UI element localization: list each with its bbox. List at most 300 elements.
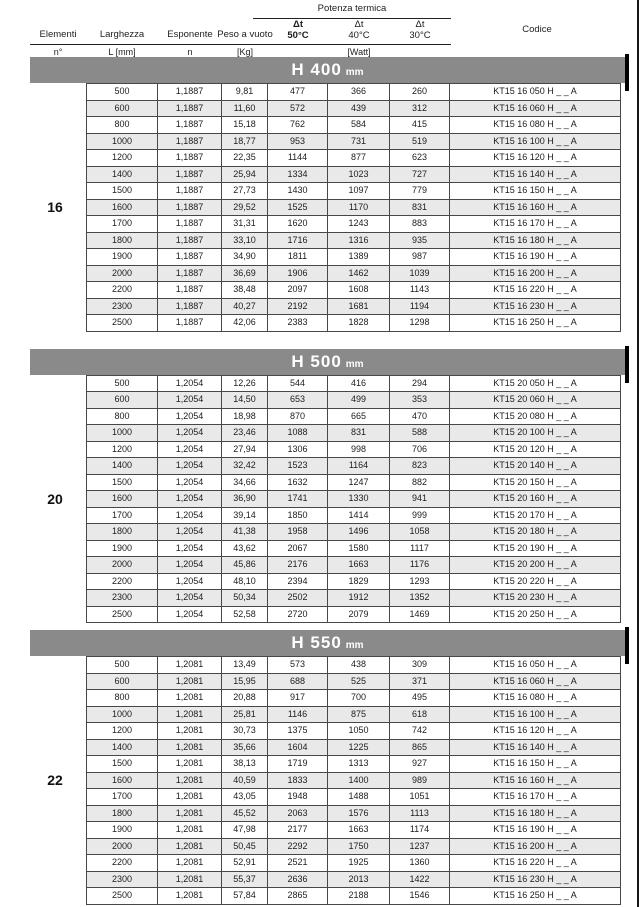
height-section: [0, 630, 642, 905]
cell-codice: KT15 20 160 H _ _ A: [450, 491, 621, 507]
cell-watt-dt30: 415: [390, 117, 450, 133]
cell-larghezza: 2500: [86, 315, 158, 331]
table-body: [86, 375, 621, 624]
cell-larghezza: 1400: [86, 167, 158, 183]
cell-peso: 43,05: [222, 789, 268, 805]
table-row: [86, 475, 621, 492]
cell-watt-dt50: 870: [268, 409, 328, 425]
cell-peso: 9,81: [222, 84, 268, 100]
table-row: [86, 590, 621, 607]
cell-esponente: 1,2081: [158, 707, 222, 723]
cell-watt-dt40: 1313: [328, 756, 390, 772]
cell-watt-dt40: 1576: [328, 806, 390, 822]
cell-watt-dt50: 2383: [268, 315, 328, 331]
table-row: [86, 574, 621, 591]
cell-peso: 57,84: [222, 888, 268, 904]
cell-larghezza: 1800: [86, 233, 158, 249]
cell-esponente: 1,2081: [158, 839, 222, 855]
cell-peso: 50,34: [222, 590, 268, 606]
table-row: [86, 117, 621, 134]
table-row: [86, 84, 621, 101]
cell-larghezza: 2000: [86, 839, 158, 855]
elements-count: 20: [47, 490, 63, 507]
cell-watt-dt50: 573: [268, 657, 328, 673]
cell-watt-dt40: 1608: [328, 282, 390, 298]
cell-esponente: 1,1887: [158, 233, 222, 249]
header-underline: [30, 44, 451, 45]
cell-codice: KT15 20 180 H _ _ A: [450, 524, 621, 540]
cell-peso: 36,69: [222, 266, 268, 282]
col-unit-l-mm: L [mm]: [108, 47, 136, 57]
cell-watt-dt30: 1113: [390, 806, 450, 822]
section-title-unit: mm: [345, 358, 364, 370]
cell-watt-dt30: 1469: [390, 607, 450, 623]
cell-codice: KT15 20 150 H _ _ A: [450, 475, 621, 491]
cell-larghezza: 2200: [86, 855, 158, 871]
cell-esponente: 1,2081: [158, 773, 222, 789]
cell-larghezza: 1500: [86, 475, 158, 491]
cell-peso: 45,52: [222, 806, 268, 822]
delta-t-symbol: Δt: [354, 19, 364, 30]
cell-larghezza: 600: [86, 674, 158, 690]
cell-esponente: 1,2054: [158, 574, 222, 590]
table-row: [86, 508, 621, 525]
cell-watt-dt30: 309: [390, 657, 450, 673]
cell-codice: KT15 16 190 H _ _ A: [450, 249, 621, 265]
cell-watt-dt30: 882: [390, 475, 450, 491]
cell-watt-dt50: 1144: [268, 150, 328, 166]
delta-t-symbol: Δt: [415, 19, 425, 30]
table-row: [86, 200, 621, 217]
cell-watt-dt30: 927: [390, 756, 450, 772]
cell-watt-dt30: 519: [390, 134, 450, 150]
cell-watt-dt50: 917: [268, 690, 328, 706]
cell-larghezza: 1600: [86, 200, 158, 216]
cell-watt-dt40: 1400: [328, 773, 390, 789]
cell-watt-dt30: 1352: [390, 590, 450, 606]
section-title: H 500: [291, 351, 342, 371]
cell-larghezza: 2300: [86, 872, 158, 888]
cell-peso: 36,90: [222, 491, 268, 507]
cell-watt-dt50: 1620: [268, 216, 328, 232]
cell-watt-dt30: 823: [390, 458, 450, 474]
cell-codice: KT15 20 220 H _ _ A: [450, 574, 621, 590]
page-edge-line: [637, 0, 639, 907]
cell-esponente: 1,2081: [158, 657, 222, 673]
cell-larghezza: 1000: [86, 425, 158, 441]
cell-watt-dt50: 762: [268, 117, 328, 133]
cell-larghezza: 1400: [86, 740, 158, 756]
cell-peso: 13,49: [222, 657, 268, 673]
cell-watt-dt40: 1316: [328, 233, 390, 249]
cell-esponente: 1,2081: [158, 756, 222, 772]
cell-esponente: 1,2054: [158, 590, 222, 606]
cell-watt-dt40: 831: [328, 425, 390, 441]
cell-codice: KT15 16 250 H _ _ A: [450, 888, 621, 904]
cell-peso: 52,58: [222, 607, 268, 623]
cell-watt-dt50: 572: [268, 101, 328, 117]
cell-watt-dt30: 706: [390, 442, 450, 458]
cell-watt-dt40: 877: [328, 150, 390, 166]
cell-watt-dt50: 2292: [268, 839, 328, 855]
cell-esponente: 1,2081: [158, 855, 222, 871]
table-row: [86, 773, 621, 790]
cell-esponente: 1,1887: [158, 266, 222, 282]
cell-watt-dt50: 2097: [268, 282, 328, 298]
table-row: [86, 756, 621, 773]
cell-codice: KT15 16 250 H _ _ A: [450, 315, 621, 331]
cell-peso: 27,94: [222, 442, 268, 458]
cell-larghezza: 500: [86, 84, 158, 100]
cell-peso: 20,88: [222, 690, 268, 706]
cell-larghezza: 2300: [86, 299, 158, 315]
cell-peso: 18,77: [222, 134, 268, 150]
cell-watt-dt30: 353: [390, 392, 450, 408]
cell-watt-dt50: 653: [268, 392, 328, 408]
table-row: [86, 491, 621, 508]
cell-watt-dt40: 1462: [328, 266, 390, 282]
cell-esponente: 1,1887: [158, 117, 222, 133]
cell-codice: KT15 16 140 H _ _ A: [450, 740, 621, 756]
col-unit-n: n: [187, 47, 193, 57]
cell-watt-dt40: 1496: [328, 524, 390, 540]
cell-watt-dt40: 439: [328, 101, 390, 117]
table-row: [86, 233, 621, 250]
cell-codice: KT15 20 200 H _ _ A: [450, 557, 621, 573]
table-row: [86, 150, 621, 167]
cell-codice: KT15 16 120 H _ _ A: [450, 150, 621, 166]
elements-count: 16: [47, 199, 63, 216]
cell-codice: KT15 16 140 H _ _ A: [450, 167, 621, 183]
cell-watt-dt40: 1829: [328, 574, 390, 590]
dt-40-label: 40°C: [348, 29, 370, 41]
cell-larghezza: 500: [86, 376, 158, 392]
cell-codice: KT15 16 050 H _ _ A: [450, 84, 621, 100]
cell-peso: 12,26: [222, 376, 268, 392]
cell-watt-dt50: 1430: [268, 183, 328, 199]
cell-watt-dt50: 1811: [268, 249, 328, 265]
table-row: [86, 822, 621, 839]
sections-container: [0, 57, 642, 905]
table-row: [86, 524, 621, 541]
cell-watt-dt30: 588: [390, 425, 450, 441]
cell-watt-dt30: 618: [390, 707, 450, 723]
cell-esponente: 1,1887: [158, 167, 222, 183]
section-title-band: [30, 630, 625, 656]
cell-larghezza: 800: [86, 690, 158, 706]
section-body: [0, 656, 642, 905]
cell-codice: KT15 16 150 H _ _ A: [450, 183, 621, 199]
cell-larghezza: 500: [86, 657, 158, 673]
cell-peso: 43,62: [222, 541, 268, 557]
cell-watt-dt30: 1143: [390, 282, 450, 298]
cell-watt-dt30: 1298: [390, 315, 450, 331]
table-row: [86, 657, 621, 674]
dt-50-label: 50°C: [287, 29, 309, 41]
cell-watt-dt30: 1293: [390, 574, 450, 590]
cell-peso: 31,31: [222, 216, 268, 232]
cell-watt-dt30: 727: [390, 167, 450, 183]
cell-codice: KT15 16 170 H _ _ A: [450, 216, 621, 232]
table-row: [86, 607, 621, 624]
cell-watt-dt50: 2502: [268, 590, 328, 606]
cell-larghezza: 800: [86, 117, 158, 133]
cell-watt-dt30: 1360: [390, 855, 450, 871]
col-header-esponente: Esponente: [167, 29, 213, 40]
cell-watt-dt40: 1414: [328, 508, 390, 524]
cell-watt-dt40: 1663: [328, 822, 390, 838]
cell-peso: 34,90: [222, 249, 268, 265]
cell-peso: 33,10: [222, 233, 268, 249]
cell-larghezza: 1900: [86, 541, 158, 557]
cell-esponente: 1,1887: [158, 134, 222, 150]
cell-esponente: 1,1887: [158, 299, 222, 315]
cell-codice: KT15 16 160 H _ _ A: [450, 200, 621, 216]
cell-watt-dt40: 525: [328, 674, 390, 690]
cell-codice: KT15 16 120 H _ _ A: [450, 723, 621, 739]
cell-esponente: 1,1887: [158, 216, 222, 232]
cell-codice: KT15 16 190 H _ _ A: [450, 822, 621, 838]
cell-watt-dt50: 544: [268, 376, 328, 392]
cell-watt-dt50: 2394: [268, 574, 328, 590]
cell-larghezza: 2000: [86, 557, 158, 573]
cell-peso: 22,35: [222, 150, 268, 166]
cell-peso: 47,98: [222, 822, 268, 838]
cell-watt-dt50: 1525: [268, 200, 328, 216]
cell-watt-dt30: 260: [390, 84, 450, 100]
cell-codice: KT15 20 170 H _ _ A: [450, 508, 621, 524]
table-row: [86, 839, 621, 856]
cell-watt-dt40: 1164: [328, 458, 390, 474]
dt-30-label: 30°C: [409, 29, 431, 41]
cell-watt-dt40: 875: [328, 707, 390, 723]
cell-codice: KT15 16 180 H _ _ A: [450, 806, 621, 822]
cell-watt-dt30: 883: [390, 216, 450, 232]
cell-watt-dt30: 779: [390, 183, 450, 199]
cell-larghezza: 2000: [86, 266, 158, 282]
cell-watt-dt30: 495: [390, 690, 450, 706]
table-row: [86, 458, 621, 475]
cell-watt-dt50: 477: [268, 84, 328, 100]
cell-watt-dt50: 1146: [268, 707, 328, 723]
cell-watt-dt50: 2636: [268, 872, 328, 888]
cell-esponente: 1,2054: [158, 607, 222, 623]
cell-codice: KT15 16 180 H _ _ A: [450, 233, 621, 249]
table-row: [86, 707, 621, 724]
table-row: [86, 723, 621, 740]
cell-peso: 42,06: [222, 315, 268, 331]
cell-watt-dt30: 1058: [390, 524, 450, 540]
cell-watt-dt30: 623: [390, 150, 450, 166]
cell-larghezza: 1600: [86, 773, 158, 789]
cell-larghezza: 1700: [86, 789, 158, 805]
cell-peso: 41,38: [222, 524, 268, 540]
cell-esponente: 1,2081: [158, 789, 222, 805]
cell-larghezza: 1900: [86, 822, 158, 838]
cell-watt-dt40: 1170: [328, 200, 390, 216]
cell-watt-dt50: 1850: [268, 508, 328, 524]
table-row: [86, 101, 621, 118]
table-row: [86, 216, 621, 233]
cell-codice: KT15 20 250 H _ _ A: [450, 607, 621, 623]
cell-esponente: 1,2054: [158, 524, 222, 540]
cell-watt-dt40: 438: [328, 657, 390, 673]
cell-peso: 35,66: [222, 740, 268, 756]
cell-codice: KT15 20 060 H _ _ A: [450, 392, 621, 408]
cell-esponente: 1,2081: [158, 740, 222, 756]
cell-watt-dt30: 312: [390, 101, 450, 117]
cell-larghezza: 800: [86, 409, 158, 425]
cell-esponente: 1,1887: [158, 101, 222, 117]
cell-watt-dt40: 1580: [328, 541, 390, 557]
cell-watt-dt50: 2176: [268, 557, 328, 573]
cell-esponente: 1,1887: [158, 315, 222, 331]
cell-larghezza: 1700: [86, 216, 158, 232]
cell-watt-dt30: 1051: [390, 789, 450, 805]
cell-watt-dt50: 1306: [268, 442, 328, 458]
cell-peso: 40,27: [222, 299, 268, 315]
cell-codice: KT15 16 200 H _ _ A: [450, 839, 621, 855]
cell-esponente: 1,2054: [158, 458, 222, 474]
cell-watt-dt50: 2063: [268, 806, 328, 822]
col-header-elementi: Elementi: [39, 29, 77, 40]
cell-codice: KT15 20 190 H _ _ A: [450, 541, 621, 557]
height-section: [0, 349, 642, 624]
cell-watt-dt50: 1948: [268, 789, 328, 805]
cell-larghezza: 1500: [86, 183, 158, 199]
cell-watt-dt30: 1237: [390, 839, 450, 855]
cell-peso: 48,10: [222, 574, 268, 590]
table-row: [86, 376, 621, 393]
cell-peso: 11,60: [222, 101, 268, 117]
cell-peso: 40,59: [222, 773, 268, 789]
cell-larghezza: 1900: [86, 249, 158, 265]
table-row: [86, 134, 621, 151]
cell-peso: 38,48: [222, 282, 268, 298]
cell-watt-dt50: 1632: [268, 475, 328, 491]
cell-peso: 25,81: [222, 707, 268, 723]
table-row: [86, 282, 621, 299]
cell-watt-dt30: 1039: [390, 266, 450, 282]
cell-esponente: 1,1887: [158, 200, 222, 216]
cell-peso: 34,66: [222, 475, 268, 491]
col-header-dt-40: [348, 20, 369, 41]
cell-watt-dt30: 371: [390, 674, 450, 690]
cell-esponente: 1,2054: [158, 376, 222, 392]
table-row: [86, 674, 621, 691]
cell-codice: KT15 16 230 H _ _ A: [450, 299, 621, 315]
col-header-larghezza: Larghezza: [99, 29, 145, 40]
cell-watt-dt40: 1488: [328, 789, 390, 805]
cell-esponente: 1,2054: [158, 491, 222, 507]
cell-watt-dt40: 700: [328, 690, 390, 706]
section-title-unit: mm: [345, 67, 364, 78]
cell-peso: 55,37: [222, 872, 268, 888]
cell-esponente: 1,2054: [158, 541, 222, 557]
cell-watt-dt50: 2521: [268, 855, 328, 871]
cell-peso: 30,73: [222, 723, 268, 739]
cell-peso: 50,45: [222, 839, 268, 855]
table-row: [86, 167, 621, 184]
table-row: [86, 183, 621, 200]
table-row: [86, 740, 621, 757]
cell-codice: KT15 16 060 H _ _ A: [450, 101, 621, 117]
cell-larghezza: 1800: [86, 806, 158, 822]
cell-larghezza: 1200: [86, 150, 158, 166]
cell-codice: KT15 16 150 H _ _ A: [450, 756, 621, 772]
cell-peso: 32,42: [222, 458, 268, 474]
cell-watt-dt50: 1741: [268, 491, 328, 507]
cell-codice: KT15 16 080 H _ _ A: [450, 690, 621, 706]
cell-codice: KT15 16 050 H _ _ A: [450, 657, 621, 673]
cell-peso: 38,13: [222, 756, 268, 772]
cell-peso: 45,86: [222, 557, 268, 573]
cell-watt-dt40: 2188: [328, 888, 390, 904]
cell-watt-dt40: 1663: [328, 557, 390, 573]
section-title-band: [30, 349, 625, 375]
cell-watt-dt50: 1088: [268, 425, 328, 441]
cell-esponente: 1,2081: [158, 690, 222, 706]
cell-watt-dt30: 742: [390, 723, 450, 739]
cell-esponente: 1,2054: [158, 557, 222, 573]
section-body: [0, 375, 642, 624]
cell-esponente: 1,1887: [158, 84, 222, 100]
cell-watt-dt30: 1194: [390, 299, 450, 315]
cell-peso: 27,73: [222, 183, 268, 199]
cell-watt-dt40: 1050: [328, 723, 390, 739]
cell-esponente: 1,1887: [158, 249, 222, 265]
cell-watt-dt40: 1247: [328, 475, 390, 491]
table-body: [86, 656, 621, 905]
cell-watt-dt50: 1604: [268, 740, 328, 756]
cell-peso: 15,95: [222, 674, 268, 690]
col-header-codice: Codice: [522, 24, 552, 35]
cell-codice: KT15 16 100 H _ _ A: [450, 134, 621, 150]
cell-esponente: 1,1887: [158, 183, 222, 199]
elements-count: 22: [47, 772, 63, 789]
cell-peso: 18,98: [222, 409, 268, 425]
cell-esponente: 1,2054: [158, 508, 222, 524]
cell-peso: 29,52: [222, 200, 268, 216]
cell-esponente: 1,2081: [158, 888, 222, 904]
cell-watt-dt40: 998: [328, 442, 390, 458]
cell-watt-dt40: 2079: [328, 607, 390, 623]
cell-peso: 14,50: [222, 392, 268, 408]
cell-watt-dt50: 2177: [268, 822, 328, 838]
table-row: [86, 541, 621, 558]
cell-watt-dt40: 1681: [328, 299, 390, 315]
cell-watt-dt50: 1958: [268, 524, 328, 540]
cell-watt-dt30: 1174: [390, 822, 450, 838]
table-row: [86, 266, 621, 283]
col-header-dt-50: [287, 20, 308, 41]
table-row: [86, 409, 621, 426]
section-title: H 550: [291, 633, 342, 652]
cell-codice: KT15 20 080 H _ _ A: [450, 409, 621, 425]
cell-watt-dt30: 831: [390, 200, 450, 216]
cell-watt-dt30: 999: [390, 508, 450, 524]
table-row: [86, 855, 621, 872]
cell-codice: KT15 16 170 H _ _ A: [450, 789, 621, 805]
cell-watt-dt50: 688: [268, 674, 328, 690]
cell-watt-dt40: 1925: [328, 855, 390, 871]
cell-codice: KT15 16 100 H _ _ A: [450, 707, 621, 723]
cell-watt-dt40: 584: [328, 117, 390, 133]
cell-watt-dt50: 2865: [268, 888, 328, 904]
cell-larghezza: 1400: [86, 458, 158, 474]
delta-t-symbol: Δt: [292, 19, 303, 30]
cell-codice: KT15 16 220 H _ _ A: [450, 282, 621, 298]
